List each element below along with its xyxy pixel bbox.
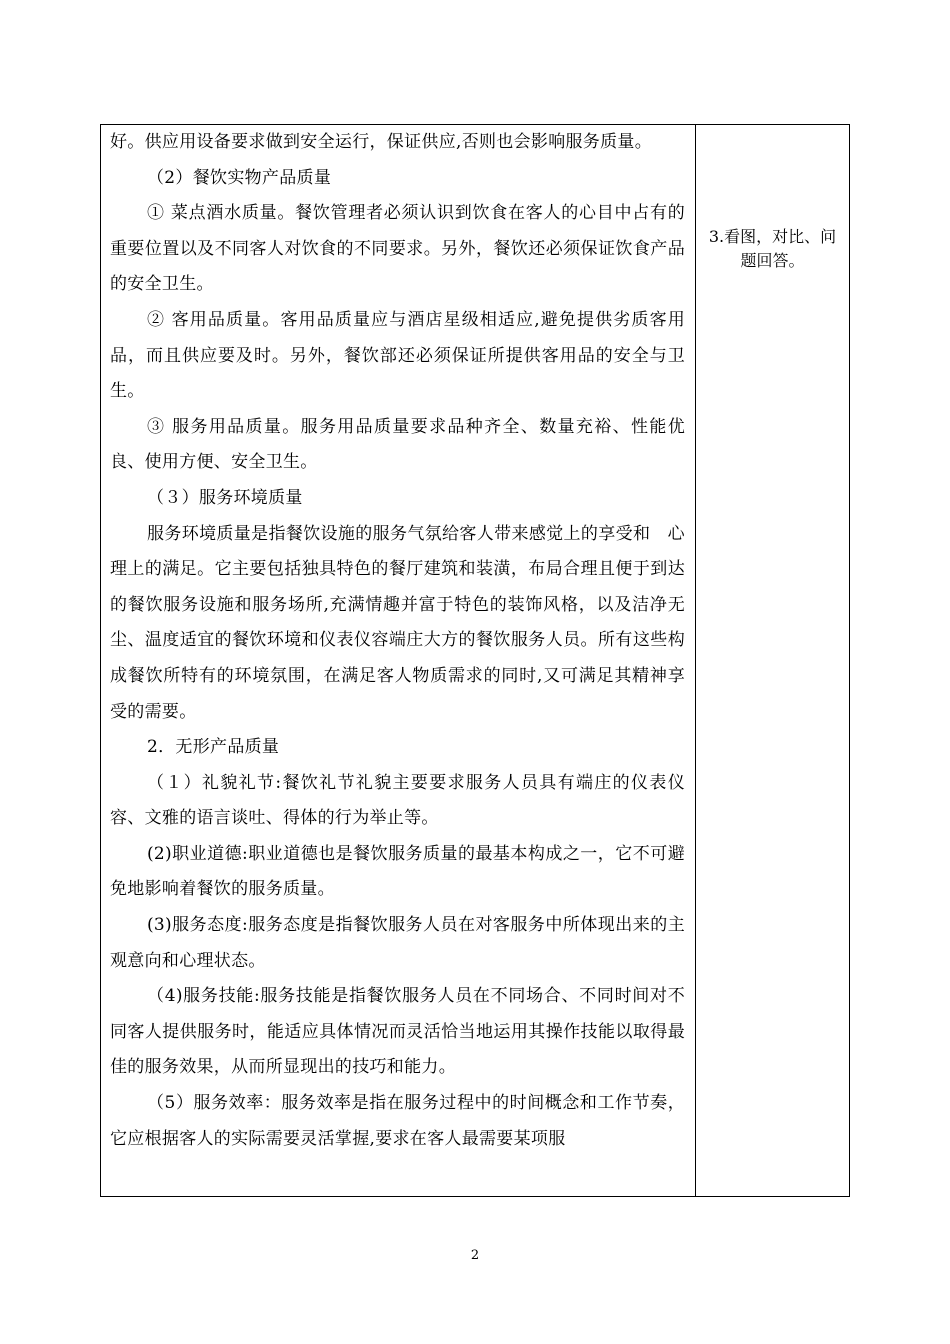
paragraph-equipment-continued: 好。供应用设备要求做到安全运行，保证供应,否则也会影响服务质量。 [110, 132, 653, 152]
heading-service-environment-quality: （３）服务环境质量 [147, 487, 303, 508]
paragraph-service-environment: 服务环境质量是指餐饮设施的服务气氛给客人带来感觉上的享受和 心理上的满足。它主要包括独具特色的餐厅建筑和装潢，布局合理且便于到达的餐饮服务设施和服务场所,充满情趣并富于特色的装饰风格，以及洁净无尘、温度适宜的餐饮环境和仪表仪容端庄大方的餐饮服务人员。所有这些构成餐饮所特有的环境氛围，在满足客人物质需求的同时,又可满足其精神享受的需要。 [110, 523, 685, 722]
activity-note-cell [696, 125, 849, 1196]
main-content-cell [101, 125, 696, 1196]
paragraph-service-efficiency: （5）服务效率：服务效率是指在服务过程中的时间概念和工作节奏，它应根据客人的实际需要灵活掌握,要求在客人最需要某项服 [110, 1093, 685, 1149]
paragraph-professional-ethics: (2)职业道德:职业道德也是餐饮服务质量的最基本构成之一，它不可避免地影响着餐饮的服务质量。 [110, 843, 685, 900]
paragraph-service-supplies-quality: ③ 服务用品质量。服务用品质量要求品种齐全、数量充裕、性能优良、使用方便、安全卫生。 [110, 416, 685, 473]
paragraph-food-beverage-quality: ① 菜点酒水质量。餐饮管理者必须认识到饮食在客人的心目中占有的重要位置以及不同客人对饮食的不同要求。另外，餐饮还必须保证饮食产品的安全卫生。 [110, 203, 685, 295]
paragraph-etiquette: （１）礼貌礼节:餐饮礼节礼貌主要要求服务人员具有端庄的仪表仪容、文雅的语言谈吐、得体的行为举止等。 [110, 772, 685, 829]
paragraph-guest-supplies-quality: ② 客用品质量。客用品质量应与酒店星级相适应,避免提供劣质客用品，而且供应要及时。另外，餐饮部还必须保证所提供客用品的安全与卫生。 [110, 309, 685, 402]
page-number: 2 [470, 1248, 480, 1263]
paragraph-service-skills: （4)服务技能:服务技能是指餐饮服务人员在不同场合、不同时间对不同客人提供服务时，能适应具体情况而灵活恰当地运用其操作技能以取得最佳的服务效果，从而所显现出的技巧和能力。 [110, 986, 685, 1078]
heading-physical-product-quality: （2）餐饮实物产品质量 [147, 167, 332, 188]
paragraph-service-attitude: (3)服务态度:服务态度是指餐饮服务人员在对客服务中所体现出来的主观意向和心理状态。 [110, 915, 685, 971]
heading-intangible-product-quality: 2．无形产品质量 [147, 737, 280, 758]
content-table [100, 124, 850, 1197]
activity-note: 3.看图，对比、问题回答。 [708, 227, 837, 270]
